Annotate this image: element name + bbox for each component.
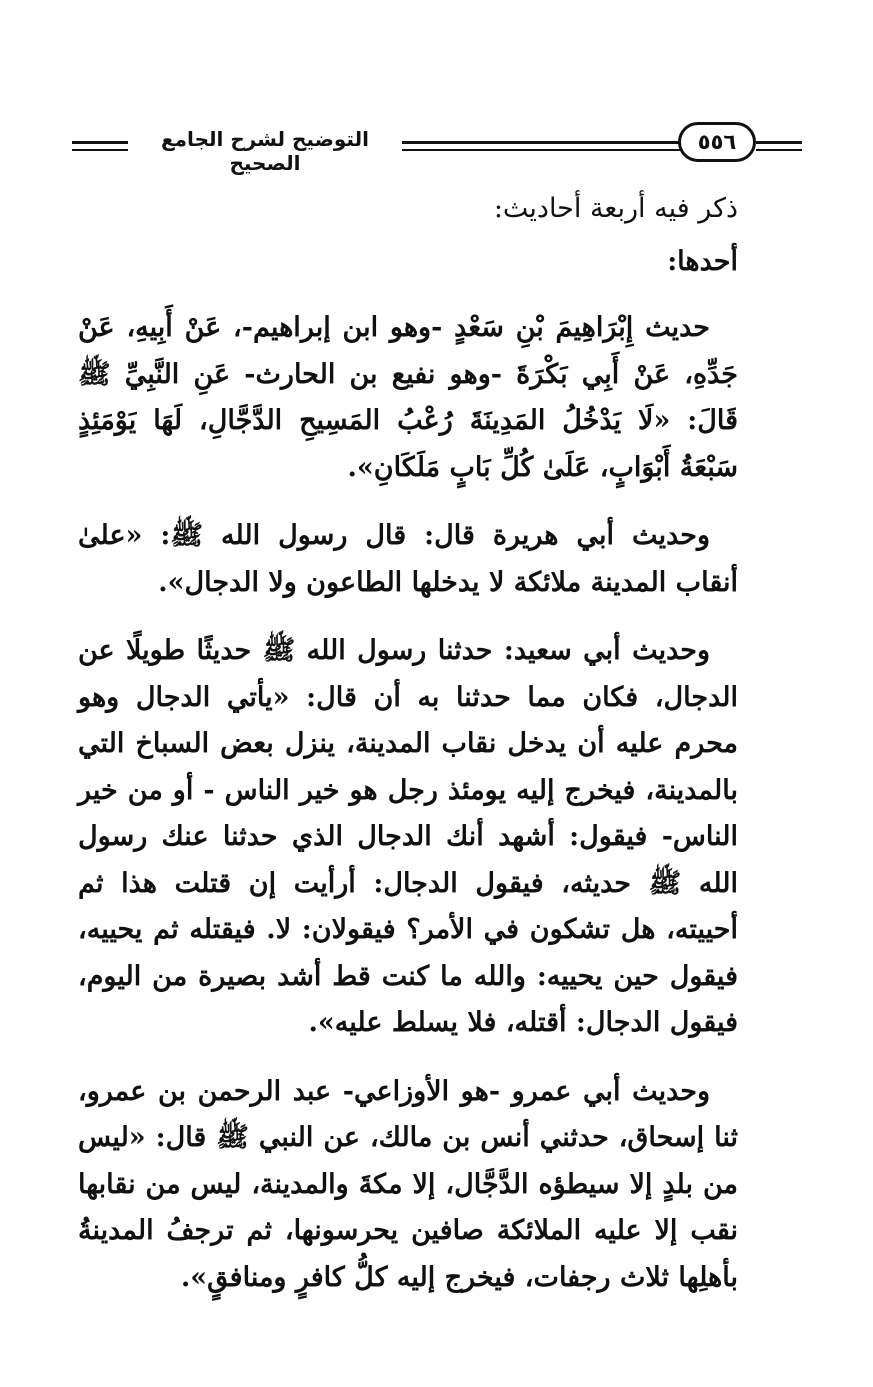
hadith-paragraph-1: حديث إِبْرَاهِيمَ بْنِ سَعْدٍ -وهو ابن إبراهيم-، عَنْ أَبِيهِ، عَنْ جَدِّهِ، عَنْ أَبِي بَكْرَةَ -وهو نفيع بن الحارث- عَنِ النَّبِيِّ ﷺ قَالَ: «لَا يَدْخُلُ المَدِينَةَ رُعْبُ المَسِيحِ الدَّجَّالِ، لَهَا يَوْمَئِذٍ سَبْعَةُ أَبْوَابٍ، عَلَىٰ كُلِّ بَابٍ مَلَكَانِ». <box>78 312 738 483</box>
header-rule-left <box>72 141 128 151</box>
header-rule-right <box>756 141 802 151</box>
hadith-paragraph-2: وحديث أبي هريرة قال: قال رسول الله ﷺ: «علىٰ أنقاب المدينة ملائكة لا يدخلها الطاعون ولا الدجال». <box>78 520 738 598</box>
page-number-badge: ٥٥٦ <box>678 122 756 162</box>
header-rule-middle <box>402 141 680 151</box>
hadith-paragraph-3: وحديث أبي سعيد: حدثنا رسول الله ﷺ حديثًا طويلًا عن الدجال، فكان مما حدثنا به أن قال: «يأتي الدجال وهو محرم عليه أن يدخل نقاب المدينة، ينزل بعض السباخ التي بالمدينة، فيخرج إليه يومئذ رجل هو خير الناس - أو من خير الناس- فيقول: أشهد أنك الدجال الذي حدثنا عنك رسول الله ﷺ حديثه، فيقول الدجال: أرأيت إن قتلت هذا ثم أحييته، هل تشكون في الأمر؟ فيقولان: لا. فيقتله ثم يحييه، فيقول حين يحييه: والله ما كنت قط أشد بصيرة من اليوم، فيقول الدجال: أقتله، فلا يسلط عليه». <box>78 635 738 1038</box>
running-header <box>72 118 802 175</box>
intro-line: ذكر فيه أربعة أحاديث: <box>493 193 738 224</box>
running-title: التوضيح لشرح الجامع الصحيح <box>161 127 369 175</box>
first-hadith-label: أحدها: <box>667 245 738 277</box>
hadith-paragraph-4: وحديث أبي عمرو -هو الأوزاعي- عبد الرحمن بن عمرو، ثنا إسحاق، حدثني أنس بن مالك، عن النبي ﷺ قال: «ليس من بلدٍ إلا سيطؤه الدَّجَّال، إلا مكةَ والمدينة، ليس من نقابها نقب إلا عليه الملائكة صافين يحرسونها، ثم ترجفُ المدينةُ بأهلِها ثلاث رجفات، فيخرج إليه كلُّ كافرٍ ومنافقٍ». <box>78 1075 738 1293</box>
page-body <box>78 186 738 1323</box>
